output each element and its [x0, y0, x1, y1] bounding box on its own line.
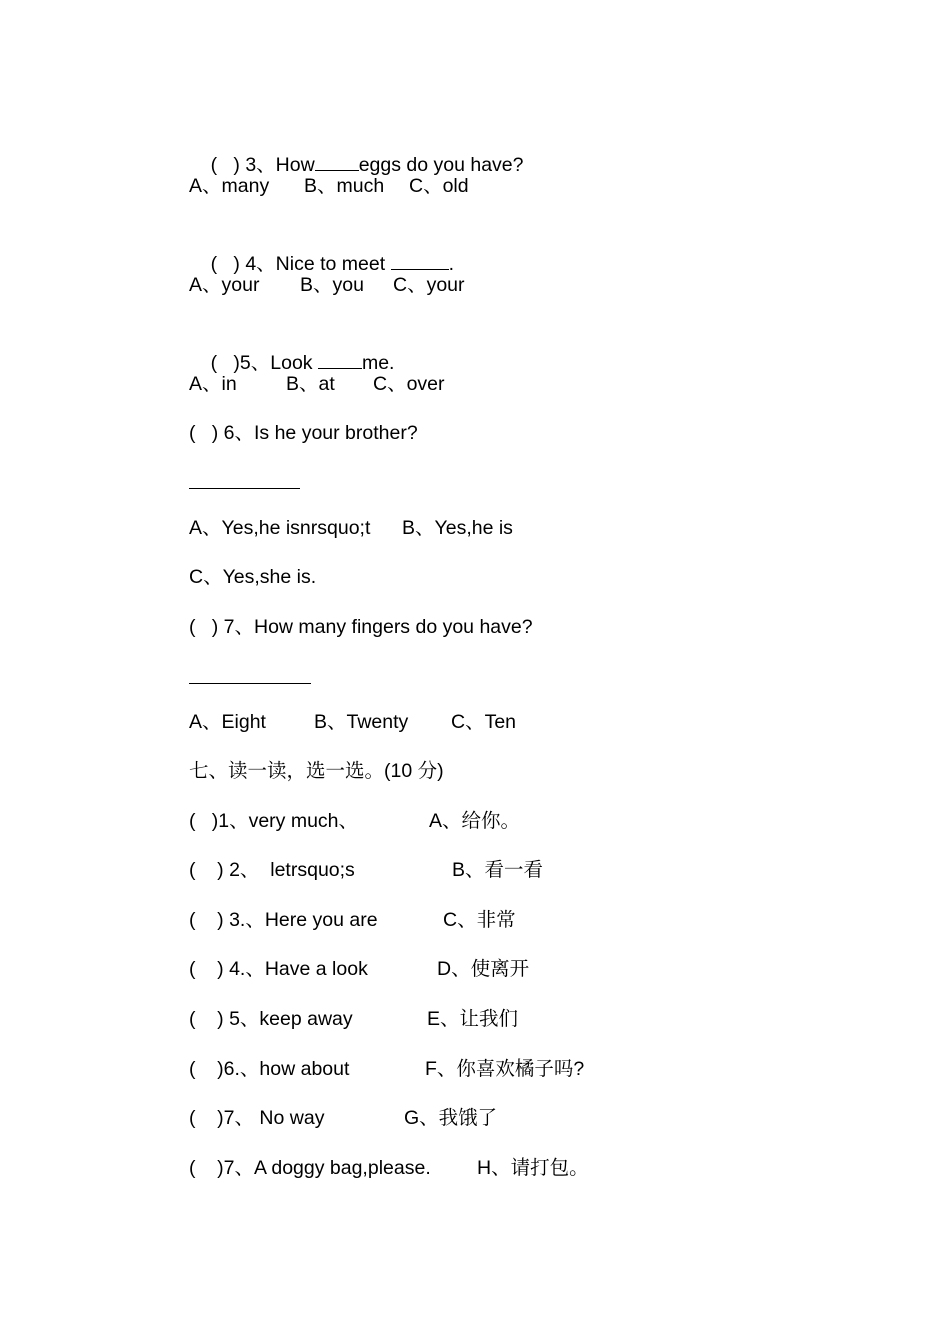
question-4-blank [391, 249, 449, 270]
matching-row-2-right: B、看一看 [452, 859, 544, 881]
matching-row-7-left: ( )7、 No way [189, 1107, 325, 1129]
question-7-option-c: C、Ten [451, 711, 517, 733]
matching-row-3-left: ( ) 3.、Here you are [189, 909, 378, 931]
matching-row-2-left: ( ) 2、 letrsquo;s [189, 859, 355, 881]
question-5-stem [189, 320, 395, 374]
question-3-options [189, 172, 469, 200]
question-5-option-a: A、in [189, 373, 237, 395]
matching-row-4 [189, 955, 530, 983]
question-6-answer-line [189, 488, 300, 489]
question-6-stem: ( ) 6、Is he your brother? [189, 422, 418, 444]
matching-row-3 [189, 906, 516, 934]
question-6-option-a: A、Yes,he isnrsquo;t [189, 517, 371, 539]
question-7-answer-line [189, 683, 311, 684]
section-7-title: 七、读一读，选一选。(10 分) [189, 760, 444, 782]
matching-row-7 [189, 1104, 498, 1132]
matching-row-1-right: A、给你。 [429, 810, 521, 832]
matching-row-2 [189, 856, 544, 884]
question-7-stem: ( ) 7、How many fingers do you have? [189, 616, 533, 638]
matching-row-8-right: H、请打包。 [477, 1157, 589, 1179]
question-3-stem [189, 122, 524, 176]
question-7-option-a: A、Eight [189, 711, 266, 733]
question-6-option-b: B、Yes,he is [402, 517, 513, 539]
matching-row-4-left: ( ) 4.、Have a look [189, 958, 368, 980]
matching-row-8 [189, 1154, 589, 1182]
question-3-blank [315, 150, 359, 171]
matching-row-3-right: C、非常 [443, 909, 516, 931]
matching-row-8-left: ( )7、A doggy bag,please. [189, 1157, 431, 1179]
matching-row-6-left: ( )6.、how about [189, 1058, 350, 1080]
question-4-stem [189, 221, 454, 275]
question-4-option-c: C、your [393, 274, 465, 296]
matching-row-5-left: ( ) 5、keep away [189, 1008, 353, 1030]
matching-row-1-left: ( )1、very much、 [189, 810, 359, 832]
question-4-options [189, 271, 465, 299]
matching-row-6-right: F、你喜欢橘子吗? [425, 1058, 585, 1080]
question-6-option-c: C、Yes,she is. [189, 566, 317, 588]
question-5-blank [318, 348, 362, 369]
question-4-stem-start: ( ) 4、Nice to meet [210, 253, 391, 275]
question-4-option-a: A、your [189, 274, 260, 296]
matching-row-1 [189, 807, 521, 835]
question-3-stem-end: eggs do you have? [358, 154, 524, 176]
question-3-stem-start: ( ) 3、How [210, 154, 315, 176]
question-5-stem-end: me. [361, 352, 395, 374]
matching-row-5-right: E、让我们 [427, 1008, 519, 1030]
matching-row-4-right: D、使离开 [437, 958, 530, 980]
question-7-option-b: B、Twenty [314, 711, 409, 733]
question-5-option-b: B、at [286, 373, 335, 395]
question-6-options [189, 514, 513, 542]
question-5-stem-start: ( )5、Look [210, 352, 318, 374]
question-4-stem-end: . [448, 253, 454, 275]
question-5-option-c: C、over [373, 373, 445, 395]
matching-row-7-right: G、我饿了 [404, 1107, 498, 1129]
question-3-option-a: A、many [189, 175, 270, 197]
question-5-options [189, 370, 445, 398]
question-3-option-c: C、old [409, 175, 469, 197]
matching-row-6 [189, 1055, 585, 1083]
question-7-options [189, 708, 517, 736]
matching-row-5 [189, 1005, 519, 1033]
question-3-option-b: B、much [304, 175, 385, 197]
question-4-option-b: B、you [300, 274, 364, 296]
